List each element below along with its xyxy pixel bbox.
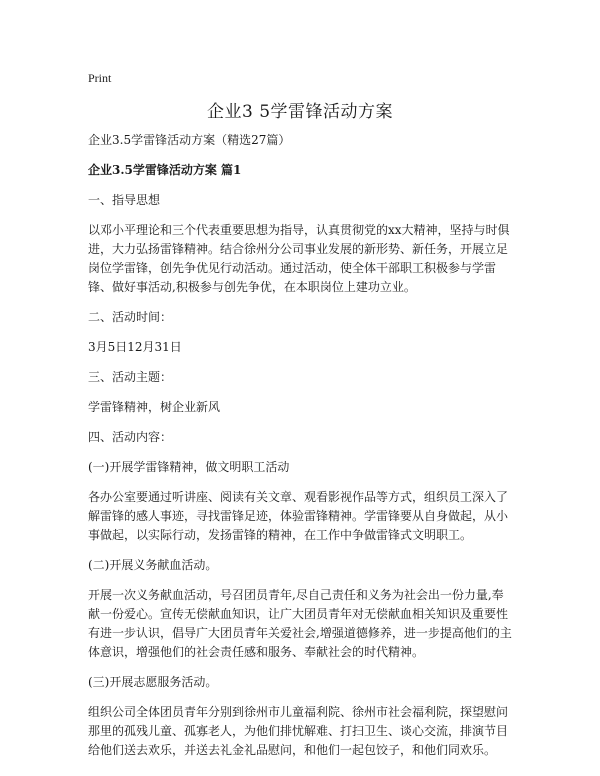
document-body [88,131,512,760]
heading-guiding-ideology: 一、指导思想 [88,193,161,207]
paragraph-activity-time: 3月5日12月31日 [88,340,182,354]
subheading-blood-donation: (二)开展义务献血活动。 [88,558,218,572]
section-heading: 企业3.5学雷锋活动方案 篇1 [88,163,242,177]
paragraph-activity-theme: 学雷锋精神，树企业新风 [88,400,221,414]
heading-activity-content: 四、活动内容： [88,430,173,444]
print-link[interactable]: Print [88,71,112,85]
subheading-volunteer-service: (三)开展志愿服务活动。 [88,675,218,689]
paragraph-volunteer-service: 组织公司全体团员青年分别到徐州市儿童福利院、徐州市社会福利院，探望慰问那里的孤残儿童、孤寡老人，为他们排忧解难、打扫卫生、谈心交流，排演节目给他们送去欢乐，并送去礼金礼品慰问，和他们一起包饺子，和他们同欢乐。 [88,705,509,757]
paragraph-blood-donation: 开展一次义务献血活动，号召团员青年,尽自己责任和义务为社会出一份力量,奉献一份爱心。宣传无偿献血知识，让广大团员青年对无偿献血相关知识及重要性有进一步认识，倡导广大团员青年关爱社会,增强道德修养，进一步提高他们的主体意识，增强他们的社会责任感和服务、奉献社会的时代精神。 [88,588,512,659]
subheading-learn-lei-feng: (一)开展学雷锋精神，做文明职工活动 [88,460,290,474]
paragraph-guiding-ideology: 以邓小平理论和三个代表重要思想为指导，认真贯彻党的xx大精神，坚持与时俱进，大力弘扬雷锋精神。结合徐州分公司事业发展的新形势、新任务，开展立足岗位学雷锋，创先争优见行动活动。通过活动，使全体干部职工积极参与学雷锋、做好事活动,积极参与创先争优，在本职岗位上建功立业。 [88,223,510,294]
heading-activity-theme: 三、活动主题： [88,370,173,384]
document-title: 企业3 5学雷锋活动方案 [206,102,394,122]
heading-activity-time: 二、活动时间： [88,310,173,324]
document-subtitle: 企业3.5学雷锋活动方案（精选27篇） [88,133,291,147]
paragraph-learn-lei-feng: 各办公室要通过听讲座、阅读有关文章、观看影视作品等方式，组织员工深入了解雷锋的感人事迹，寻找雷锋足迹，体验雷锋精神。学雷锋要从自身做起，从小事做起，以实际行动，发扬雷锋的精神，在工作中争做雷锋式文明职工。 [88,490,509,542]
